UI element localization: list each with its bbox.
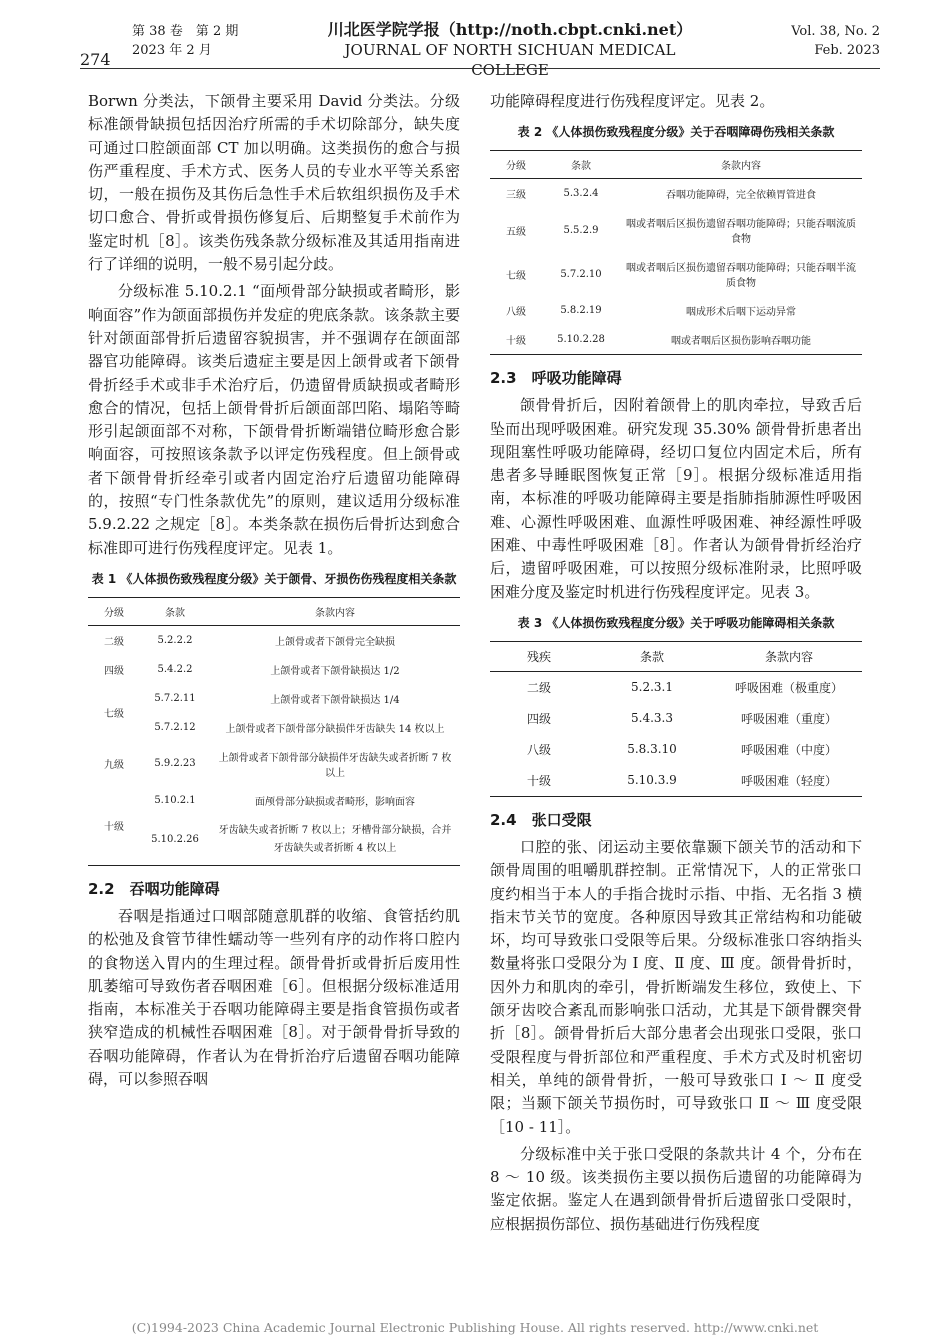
table-cell: 十级 — [490, 325, 542, 355]
table-cell: 二级 — [526, 680, 551, 695]
table-row — [88, 684, 460, 713]
table-cell: 牙齿缺失或者折断 7 枚以上；牙槽骨部分缺损，合并牙齿缺失或者折断 4 枚以上 — [210, 815, 460, 866]
table-cell: 5.8.2.19 — [560, 305, 602, 317]
issue-info-en — [791, 22, 880, 60]
table-header: 条款内容 — [620, 151, 862, 179]
table-cell: 5.7.2.11 — [154, 692, 196, 704]
table-cell: 七级 — [104, 709, 124, 721]
table-cell: 二级 — [104, 636, 124, 648]
table-cell: 呼吸困难（极重度） — [734, 680, 843, 695]
table-cell: 上颌骨或者下颌骨部分缺损伴牙齿缺失或者折断 7 枚以上 — [218, 752, 452, 779]
table-cell: 上颌骨或者下颌骨缺损达 1/2 — [270, 665, 400, 677]
table-cell: 5.4.3.3 — [631, 711, 673, 726]
table-header: 条款 — [140, 597, 210, 625]
paragraph: 分级标准中关于张口受限的条款共计 4 个，分布在 8 ～ 10 级。该类损伤主要以损伤后遗留的功能障碍为鉴定依据。鉴定人在遇到颌骨骨折后遗留张口受限时，应根据损伤部位、损伤基础进行伤残程度 — [490, 1144, 862, 1233]
table-cell: 三级 — [506, 190, 526, 202]
table-cell: 上颌骨或者下颌骨完全缺损 — [275, 636, 395, 648]
table2-caption: 表 2 《人体损伤致残程度分级》关于吞咽障碍伤残相关条款 — [517, 125, 835, 140]
table-row — [88, 815, 460, 866]
table-cell: 七级 — [506, 270, 526, 282]
table3 — [490, 641, 862, 797]
table-row — [88, 713, 460, 742]
paragraph: 口腔的张、闭运动主要依靠颞下颌关节的活动和下颌骨周围的咀嚼肌群控制。正常情况下，人的正常张口度约相当于本人的手指合拢时示指、中指、无名指 3 横指末节关节的宽度。各种原因导致其正常结构和功能破坏，均可导致张口受限等后果。分级标准张口容纳指头数量将张口受限分为 Ⅰ 度、Ⅱ 度、Ⅲ 度。颌骨骨折时，因外力和肌肉的牵引，骨折断端发生移位，致使上、下颌牙齿咬合紊乱而影响张口活动，尤其是下颌骨髁突骨折［8］。颌骨骨折后大部分患者会出现张口受限，张口受限程度与骨折部位和严重程度、手术方式及时机密切相关，单纯的颌骨骨折，一般可导致张口 Ⅰ ～ Ⅱ 度受限；当颞下颌关节损伤时，可导致张口 Ⅱ ～ Ⅲ 度受限［10 - 11］。 — [490, 837, 862, 1136]
issue-info-cn — [132, 22, 238, 60]
journal-title — [320, 20, 700, 80]
table-cell: 咽成形术后咽下运动异常 — [686, 307, 796, 319]
right-column — [490, 90, 862, 1240]
table-cell: 呼吸困难（中度） — [740, 742, 837, 757]
paragraph: 颌骨骨折后，因附着颌骨上的肌肉牵拉，导致舌后坠而出现呼吸困难。研究发现 35.30% 颌骨骨折患者出现阻塞性呼吸功能障碍，经切口复位内固定术后，所有患者多导睡眠图恢复正常［9］。根据分级标准适用指南，本标准的呼吸功能障碍主要是指肺指肺源性呼吸困难、心源性呼吸困难、血源性呼吸困难、神经源性呼吸困难、中毒性呼吸困难［8］。作者认为颌骨骨折经治疗后，遗留呼吸困难，可以按照分级标准附录，比照呼吸困难分度及鉴定时机进行伤残程度评定。见表 3。 — [490, 396, 862, 601]
page-number: 274 — [80, 50, 111, 69]
copyright-footer: (C)1994-2023 China Academic Journal Electronic Publishing House. All rights reserved. http://www.cnki.net — [131, 1320, 819, 1335]
date-cn: 2023 年 2 月 — [132, 43, 212, 58]
table-row — [88, 625, 460, 655]
header-rule — [80, 68, 880, 69]
table-cell: 十级 — [490, 765, 588, 797]
table-cell: 5.2.3.1 — [631, 680, 673, 695]
table-cell: 5.8.3.10 — [627, 742, 677, 757]
table-header: 条款 — [542, 151, 620, 179]
table-cell: 5.2.2.2 — [157, 634, 193, 646]
table-cell: 5.5.2.9 — [563, 224, 599, 236]
date-en: Feb. 2023 — [814, 43, 880, 58]
table-header: 条款 — [588, 641, 716, 671]
table-cell: 呼吸困难（重度） — [740, 711, 837, 726]
table-cell: 九级 — [104, 760, 124, 772]
section-heading: 2.4 张口受限 — [490, 810, 592, 829]
table1 — [88, 597, 460, 866]
table-header: 条款内容 — [210, 597, 460, 625]
table-row — [490, 734, 862, 765]
table-header: 分级 — [88, 597, 140, 625]
table-cell: 八级 — [506, 307, 526, 319]
table-cell: 上颌骨或者下颌骨缺损达 1/4 — [270, 694, 400, 706]
table-cell: 四级 — [104, 665, 124, 677]
table3-caption: 表 3 《人体损伤致残程度分级》关于呼吸功能障碍相关条款 — [517, 615, 835, 630]
table-header: 残疾 — [490, 641, 588, 671]
table-cell: 5.7.2.10 — [560, 268, 602, 280]
table-cell: 5.10.2.1 — [154, 794, 196, 806]
paragraph: Borwn 分类法，下颌骨主要采用 David 分类法。分级标准颌骨缺损包括因治疗所需的手术切除部分，缺失度可通过口腔颌面部 CT 加以明确。这类损伤的愈合与损伤严重程度、手术方式、医务人员的专业水平等关系密切，一般在损伤及其伤后急性手术后软组织损伤及手术切口愈合、骨折或骨损伤修复后、后期整复手术前作为鉴定时机［8］。该类伤残条款分级标准及其适用指南进行了详细的说明，一般不易引起分歧。 — [88, 92, 460, 274]
table-row — [88, 742, 460, 786]
table-cell: 上颌骨或者下颌骨部分缺损伴牙齿缺失 14 枚以上 — [225, 723, 445, 735]
table-cell: 5.10.2.26 — [140, 815, 210, 866]
table-row — [88, 655, 460, 684]
table-cell: 咽或者咽后区损伤影响吞咽功能 — [620, 325, 862, 355]
table-cell: 5.9.2.23 — [154, 758, 196, 770]
table-row — [490, 765, 862, 797]
journal-title-cn: 川北医学院学报（http://noth.cbpt.cnki.net） — [327, 20, 693, 39]
table-cell: 吞咽功能障碍，完全依赖胃管进食 — [666, 190, 816, 202]
table-cell: 八级 — [526, 742, 551, 757]
table-row — [490, 252, 862, 296]
table1-caption: 表 1 《人体损伤致残程度分级》关于颌骨、牙损伤伤残程度相关条款 — [91, 571, 457, 586]
paragraph: 功能障碍程度进行伤残程度评定。见表 2。 — [490, 92, 775, 110]
table-row — [490, 296, 862, 325]
page-header — [80, 20, 880, 79]
table-header: 分级 — [490, 151, 542, 179]
table-cell: 5.3.2.4 — [563, 188, 599, 200]
table-row — [490, 208, 862, 252]
table-row — [490, 325, 862, 355]
volume-en: Vol. 38, No. 2 — [791, 24, 880, 39]
paragraph: 分级标准 5.10.2.1 “面颅骨部分缺损或者畸形，影响面容”作为颌面部损伤并发症的兜底条款。该条款主要针对颌面部骨折后遗留容貌损害，并不强调存在颌面部器官功能障碍。该类后遗症主要是因上颌骨或者下颌骨骨折经手术或非手术治疗后，仍遗留骨质缺损或者畸形愈合的情况，包括上颌骨骨折后颌面部凹陷、塌陷等畸形引起颌面部不对称，下颌骨骨折断端错位畸形愈合影响面容，可按照该条款予以评定伤残程度。但上颌骨或者下颌骨骨折经牵引或者内固定治疗后遗留功能障碍的，按照“专门性条款优先”的原则，建议适用分级标准 5.9.2.22 之规定［8］。本类条款在损伤后骨折达到愈合标准即可进行伤残程度评定。见表 1。 — [88, 282, 460, 557]
table-cell: 5.10.2.28 — [542, 325, 620, 355]
volume-cn: 第 38 卷 第 2 期 — [132, 24, 239, 39]
table-cell: 十级 — [88, 786, 140, 866]
journal-title-en: JOURNAL OF NORTH SICHUAN MEDICAL COLLEGE — [344, 41, 676, 79]
section-heading: 2.2 吞咽功能障碍 — [88, 879, 220, 898]
table-cell: 咽或者咽后区损伤遗留吞咽功能障碍；只能吞咽流质食物 — [626, 219, 856, 246]
table-cell: 5.4.2.2 — [157, 663, 193, 675]
table-row — [490, 179, 862, 209]
section-heading: 2.3 呼吸功能障碍 — [490, 369, 622, 388]
table-cell: 5.10.3.9 — [588, 765, 716, 797]
table-row — [490, 703, 862, 734]
paragraph: 吞咽是指通过口咽部随意肌群的收缩、食管括约肌的松弛及食管节律性蠕动等一些列有序的动作将口腔内的食物送入胃内的生理过程。颌骨骨折或骨折后废用性肌萎缩可导致伤者吞咽困难［6］。但根据分级标准适用指南，本标准关于吞咽功能障碍主要是指食管损伤或者狭窄造成的机械性吞咽困难［8］。对于颌骨骨折导致的吞咽功能障碍，作者认为在骨折治疗后遗留吞咽功能障碍，可以参照吞咽 — [88, 906, 460, 1089]
table-cell: 面颅骨部分缺损或者畸形，影响面容 — [255, 796, 415, 808]
table-cell: 四级 — [526, 711, 551, 726]
table-header: 条款内容 — [716, 641, 862, 671]
table-row — [88, 786, 460, 815]
table-cell: 呼吸困难（轻度） — [716, 765, 862, 797]
table-cell: 5.7.2.12 — [154, 721, 196, 733]
table2 — [490, 150, 862, 355]
table-cell: 咽或者咽后区损伤遗留吞咽功能障碍；只能吞咽半流质食物 — [626, 263, 856, 290]
table-row — [490, 671, 862, 703]
table-cell: 五级 — [506, 226, 526, 238]
left-column — [88, 90, 460, 1095]
